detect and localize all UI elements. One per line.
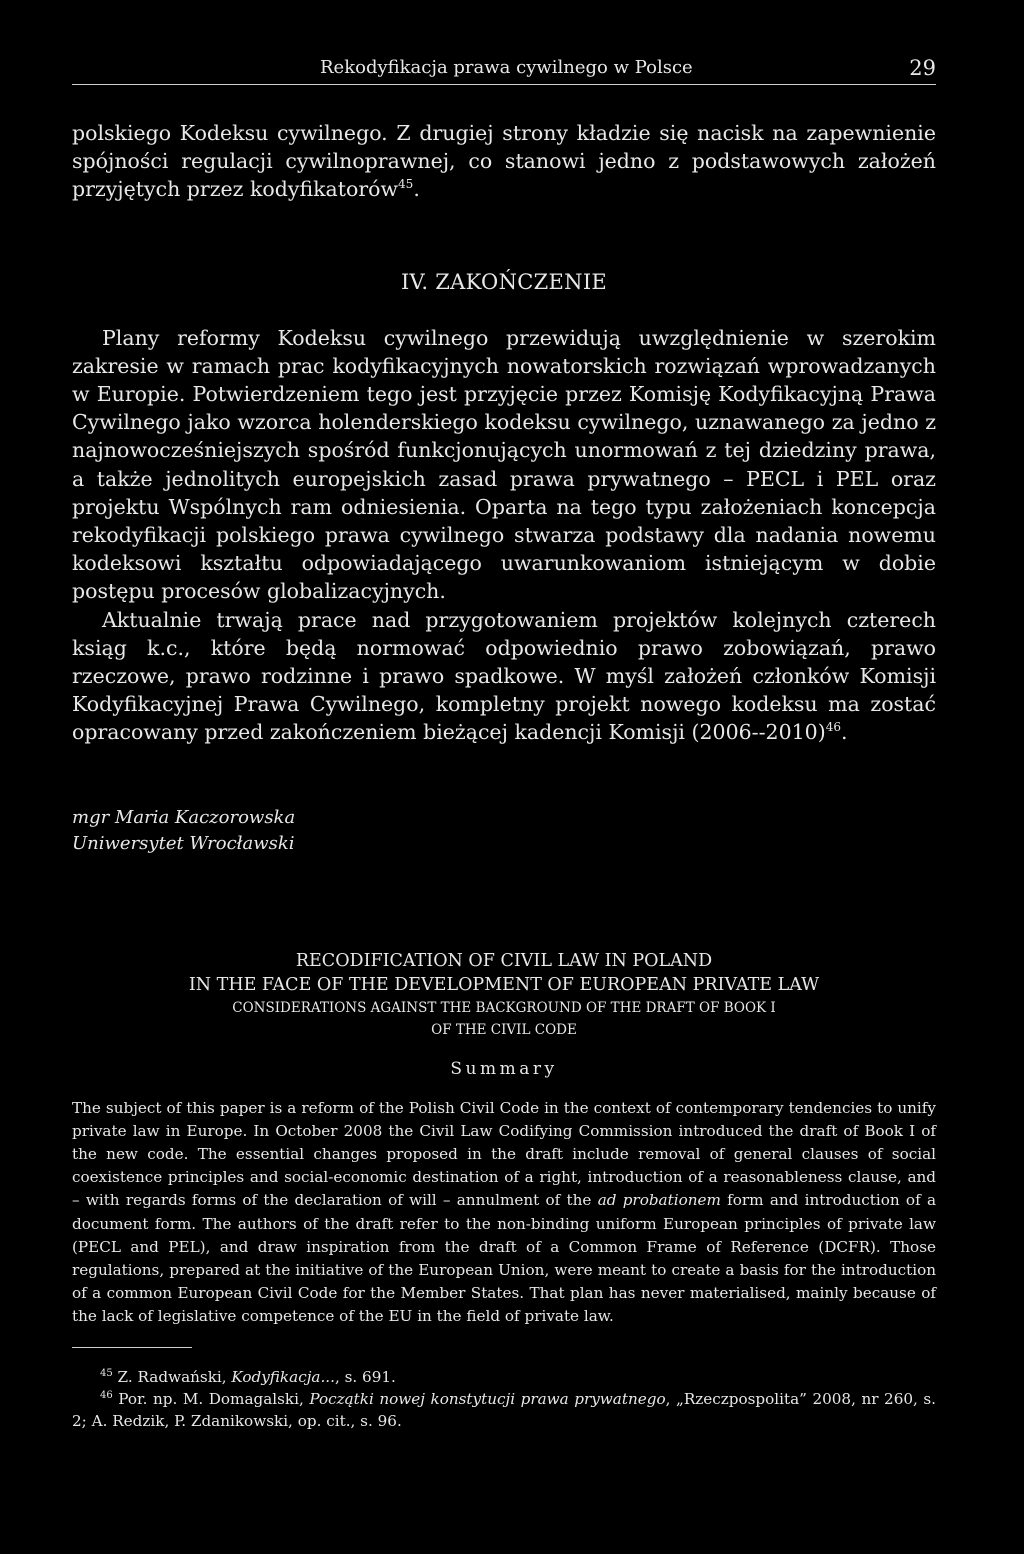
page-number: 29 [909,56,936,80]
author-name: mgr Maria Kaczorowska [72,806,296,828]
english-title-block [72,949,936,1041]
summary-heading: Summary [450,1058,558,1079]
section-heading: IV. ZAKOŃCZENIE [400,269,608,294]
footnote-text-end: , s. 691. [334,1367,396,1386]
intro-paragraph-end: . [413,177,420,202]
footnote-text-end: , „Rzeczpospolita” 2008, nr 260, s. 2; A. Redzik, P. Zdanikowski, op. cit., s. 96. [72,1389,936,1430]
author-affiliation: Uniwersytet Wrocławski [72,832,295,854]
summary-text-1: The subject of this paper is a reform of the Polish Civil Code in the context of contemporary tendencies to unify private law in Europe. In October 2008 the Civil Law Codifying Commission introduced the draft of Book I of the new code. The essential changes proposed in the draft include removal of general clauses of social coexistence principles and social-economic destination of a right, introduction of a reasonableness clause, and – with regards forms of the declaration of will – annulment of the [72,1098,936,1210]
header-rule [72,84,936,85]
footnote-text: Z. Radwański, [112,1367,232,1386]
footnote-number: 45 [100,1367,113,1379]
footnote-text: Por. np. M. Domagalski, [112,1389,310,1408]
footnote-italic: Kodyfikacja... [231,1367,335,1386]
intro-paragraph-text: polskiego Kodeksu cywilnego. Z drugiej strony kładzie się nacisk na zapewnienie spójności regulacji cywilnoprawnej, co stanowi jedno z podstawowych założeń przyjętych przez kodyfikatorów [72,121,936,202]
running-head-title: Rekodyfikacja prawa cywilnego w Polsce [320,57,693,78]
footnote-45 [72,1366,936,1388]
footnote-rule [72,1347,192,1348]
summary-italic: ad probationem [597,1191,721,1210]
english-title-line-1: RECODIFICATION OF CIVIL LAW IN POLAND [295,950,713,971]
english-subtitle-line-1: CONSIDERATIONS AGAINST THE BACKGROUND OF THE DRAFT OF BOOK I [232,999,776,1016]
english-subtitle-line-2: OF THE CIVIL CODE [431,1021,577,1038]
footnote-ref-45[interactable]: 45 [398,177,414,192]
summary-text-2: form and introduction of a document form. The authors of the draft refer to the non-binding uniform European principles of private law (PECL and PEL), and draw inspiration from the draft of a Common Frame of Reference (DCFR). Those regulations, prepared at the initiative of the European Union, were meant to create a basis for the introduction of a common European Civil Code for the Member States. That plan has never materialised, mainly because of the lack of legislative competence of the EU in the field of private law. [72,1191,937,1326]
author-block [72,805,936,857]
footnotes [72,1366,936,1432]
section-paragraph-2 [72,606,936,747]
footnote-46 [72,1388,936,1432]
running-head [72,52,936,84]
intro-paragraph [72,119,936,204]
footnote-number: 46 [100,1389,113,1401]
section-paragraph-1: Plany reformy Kodeksu cywilnego przewidują uwzględnienie w szerokim zakresie w ramach prac kodyfikacyjnych nowatorskich rozwiązań wprowadzanych w Europie. Potwierdzeniem tego jest przyjęcie przez Komisję Kodyfikacyjną Prawa Cywilnego jako wzorca holenderskiego kodeksu cywilnego, uznawanego za jedno z najnowocześniejszych spośród funkcjonujących unormowań z tej dziedziny prawa, a także jednolitych europejskich zasad prawa prywatnego – PECL i PEL oraz projektu Wspólnych ram odniesienia. Oparta na tego typu założeniach koncepcja rekodyfikacji polskiego prawa cywilnego stwarza podstawy dla nadania nowemu kodeksowi kształtu odpowiadającego uwarunkowaniom istniejącym w dobie postępu procesów globalizacyjnych. [72,325,936,604]
page [72,52,936,1432]
section-paragraph-2-text: Aktualnie trwają prace nad przygotowaniem projektów kolejnych czterech ksiąg k.c., które będą normować odpowiednio prawo zobowiązań, prawo rzeczowe, prawo rodzinne i prawo spadkowe. W myśl założeń członków Komisji Kodyfikacyjnej Prawa Cywilnego, kompletny projekt nowego kodeksu ma zostać opracowany przed zakończeniem bieżącej kadencji Komisji (2006--2010) [72,607,936,745]
summary-paragraph [72,1097,936,1329]
english-title-line-2: IN THE FACE OF THE DEVELOPMENT OF EUROPEAN PRIVATE LAW [188,974,820,995]
footnote-ref-46[interactable]: 46 [825,720,841,735]
section-paragraph-2-end: . [840,720,848,745]
footnote-italic: Początki nowej konstytucji prawa prywatnego [309,1389,666,1408]
